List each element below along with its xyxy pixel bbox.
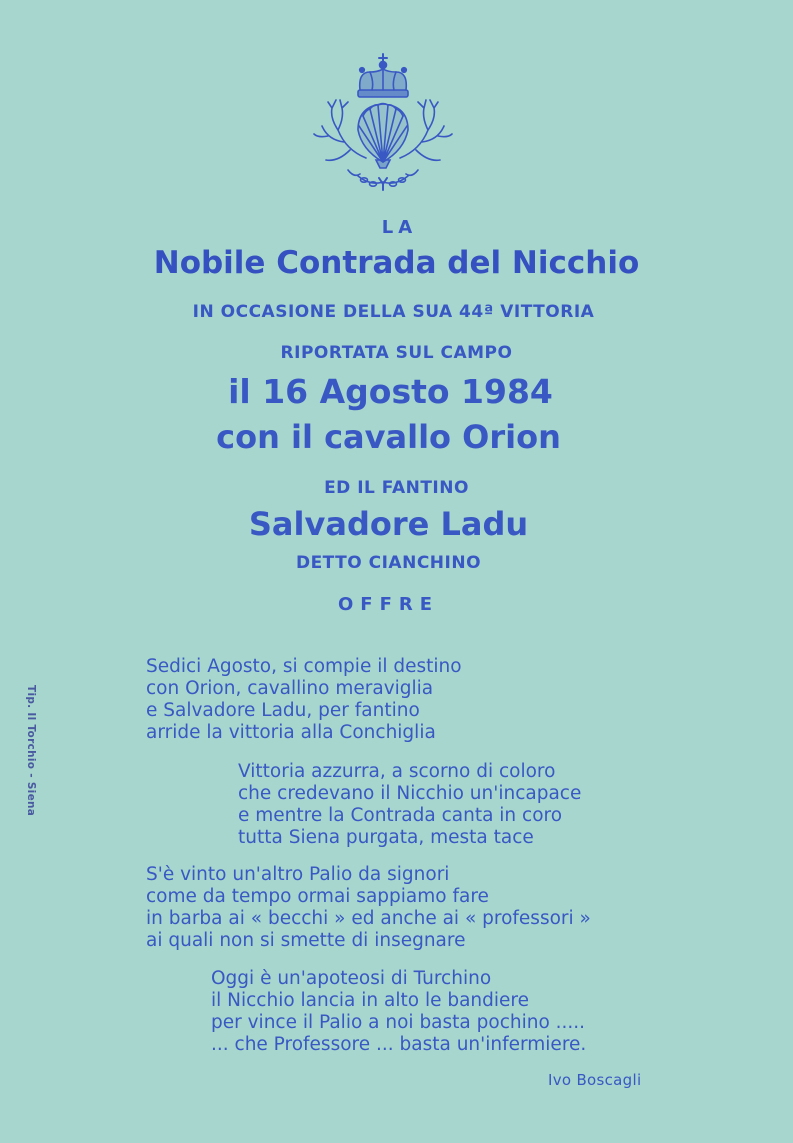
fantino-intro: ED IL FANTINO — [324, 478, 469, 498]
poem-line: come da tempo ormai sappiamo fare — [146, 886, 489, 907]
poem-author: Ivo Boscagli — [548, 1071, 642, 1089]
poem-line: per vince il Palio a noi basta pochino ..... — [211, 1012, 586, 1033]
offre-line: OFFRE — [337, 594, 440, 615]
horse-line: con il cavallo Orion — [216, 418, 561, 456]
crown-shell-coral-emblem-icon — [308, 50, 458, 200]
poem-line: tutta Siena purgata, mesta tace — [238, 827, 534, 848]
poem-line: Vittoria azzurra, a scorno di coloro — [238, 761, 556, 782]
poem-line: S'è vinto un'altro Palio da signori — [146, 864, 450, 885]
poem-line: arride la vittoria alla Conchiglia — [146, 722, 436, 743]
poem-stanza-3 — [146, 864, 591, 952]
poem-line: con Orion, cavallino meraviglia — [146, 678, 434, 699]
poem-line: e Salvadore Ladu, per fantino — [146, 700, 420, 721]
poem-line: in barba ai « becchi » ed anche ai « professori » — [146, 908, 591, 929]
poem-stanza-4 — [211, 968, 586, 1056]
poem-line: che credevano il Nicchio un'incapace — [238, 783, 582, 804]
poem-stanza-1 — [146, 656, 462, 744]
heading-article: LA — [381, 217, 418, 238]
poem-line: ... che Professore ... basta un'infermiere. — [211, 1034, 587, 1055]
victory-date: il 16 Agosto 1984 — [228, 372, 553, 411]
poem-line: Oggi è un'apoteosi di Turchino — [211, 968, 492, 989]
contrada-title: Nobile Contrada del Nicchio — [153, 245, 640, 281]
poem-line: ai quali non si smette di insegnare — [146, 930, 466, 951]
riportata-line: RIPORTATA SUL CAMPO — [280, 343, 513, 363]
jockey-nickname: DETTO CIANCHINO — [295, 553, 482, 573]
printer-credit: Tip. Il Torchio - Siena — [25, 685, 37, 817]
poem-line: Sedici Agosto, si compie il destino — [146, 656, 462, 677]
poem-stanza-2 — [238, 761, 581, 849]
occasion-line: IN OCCASIONE DELLA SUA 44ª VITTORIA — [192, 302, 595, 322]
poem-line: e mentre la Contrada canta in coro — [238, 805, 563, 826]
poem-line: il Nicchio lancia in alto le bandiere — [211, 990, 530, 1011]
jockey-name: Salvadore Ladu — [248, 505, 529, 543]
